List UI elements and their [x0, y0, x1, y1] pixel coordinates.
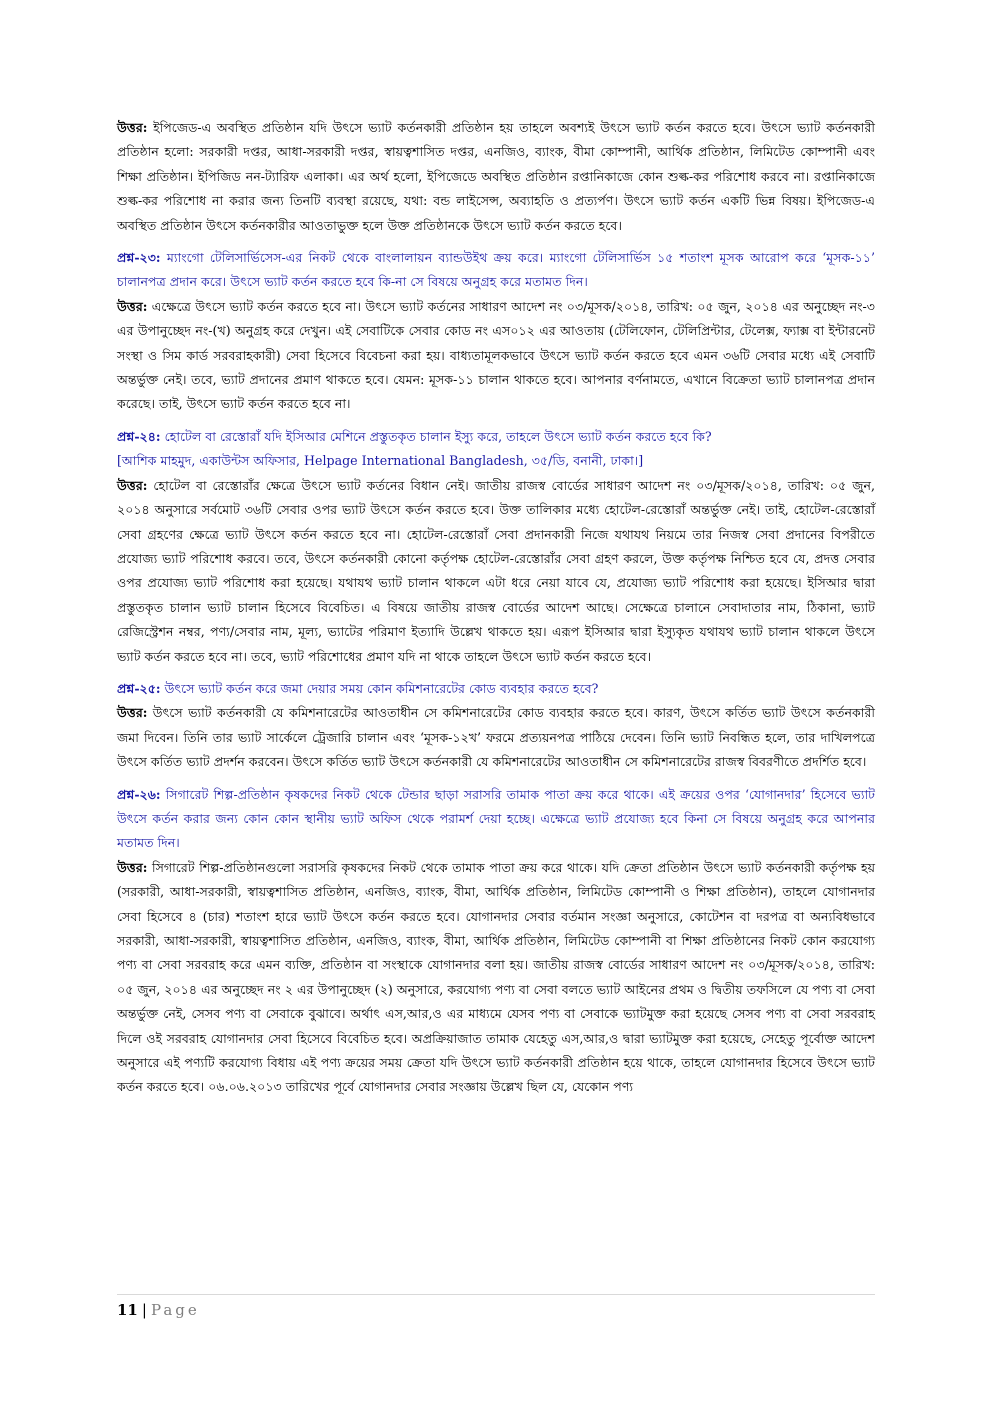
page-number: 11 [117, 1301, 138, 1319]
answer-paragraph [117, 701, 875, 774]
qa-24-block [117, 425, 875, 669]
qa-23-block [117, 246, 875, 417]
answer-label: উত্তর: [117, 705, 148, 721]
question-paragraph [117, 783, 875, 856]
answer-text: ইপিজেড-এ অবস্থিত প্রতিষ্ঠান যদি উৎসে ভ্যাট কর্তনকারী প্রতিষ্ঠান হয় তাহলে অবশ্যই উৎসে ভ্যাট কর্তন করতে হবে। উৎসে ভ্যাট কর্তনকারী প্রতিষ্ঠান হলো: সরকারী দপ্তর, আধা-সরকারী দপ্তর, স্বায়ত্বশাসিত দপ্তর, এনজিও, ব্যাংক, বীমা কোম্পানী, আর্থিক প্রতিষ্ঠান, লিমিটেড কোম্পানী এবং শিক্ষা প্রতিষ্ঠান। ইপিজিড নন-ট্যারিফ এলাকা। এর অর্থ হলো, ইপিজেডে অবস্থিত প্রতিষ্ঠান রপ্তানিকাজে কোন শুল্ক-কর পরিশোধ করবে না। রপ্তানিকাজে শুল্ক-কর পরিশোধ না করার জন্য তিনটি ব্যবস্থা রয়েছে, যথা: বন্ড লাইসেন্স, অব্যাহতি ও প্রত্যর্পণ। উৎসে ভ্যাট কর্তন একটি ভিন্ন বিষয়। ইপিজেড-এ অবস্থিত প্রতিষ্ঠান উৎসে কর্তনকারীর আওতাভুক্ত হলে উক্ত প্রতিষ্ঠানকে উৎসে ভ্যাট কর্তন করতে হবে। [117, 120, 875, 233]
question-label: প্রশ্ন-২৩: [117, 250, 161, 266]
footer-separator: | [141, 1301, 147, 1319]
page-label: Page [150, 1301, 200, 1319]
question-paragraph [117, 677, 875, 701]
question-text: হোটেল বা রেস্তোরাঁ যদি ইসিআর মেশিনে প্রস্তুতকৃত চালান ইস্যু করে, তাহলে উৎসে ভ্যাট কর্তন করতে হবে কি? [164, 428, 712, 444]
answer-paragraph [117, 295, 875, 417]
qa-26-block [117, 783, 875, 1100]
answer-paragraph [117, 474, 875, 669]
question-label: প্রশ্ন-২৪: [117, 428, 161, 444]
answer-22-block [117, 116, 875, 238]
qa-25-block [117, 677, 875, 775]
document-body [117, 116, 875, 1108]
question-label: প্রশ্ন-২৬: [117, 786, 161, 802]
page-footer [117, 1294, 875, 1319]
question-text: সিগারেট শিল্প-প্রতিষ্ঠান কৃষকদের নিকট থেকে টেন্ডার ছাড়া সরাসরি তামাক পাতা ক্রয় করে থাকে। এই ক্রয়ের ওপর ‘যোগানদার’ হিসেবে ভ্যাট উৎসে কর্তন করার জন্য কোন কোন স্থানীয় ভ্যাট অফিস থেকে পরামর্শ দেয়া হচ্ছে। এক্ষেত্রে ভ্যাট প্রযোজ্য হবে কিনা সে বিষয়ে অনুগ্রহ করে আপনার মতামত দিন। [117, 786, 875, 851]
question-text: উৎসে ভ্যাট কর্তন করে জমা দেয়ার সময় কোন কমিশনারেটের কোড ব্যবহার করতে হবে? [164, 680, 599, 696]
answer-label: উত্তর: [117, 298, 148, 314]
answer-paragraph [117, 116, 875, 238]
answer-text: হোটেল বা রেস্তোরাঁর ক্ষেত্রে উৎসে ভ্যাট কর্তনের বিধান নেই। জাতীয় রাজস্ব বোর্ডের সাধারণ আদেশ নং ০৩/মূসক/২০১৪, তারিখ: ০৫ জুন, ২০১৪ অনুসারে সর্বমোট ৩৬টি সেবার ওপর ভ্যাট উৎসে কর্তন করতে হবে। উক্ত তালিকার মধ্যে হোটেল-রেস্তোরাঁ অন্তর্ভুক্ত নেই। তাই, হোটেল-রেস্তোরাঁ সেবা গ্রহণের ক্ষেত্রে ভ্যাট উৎসে কর্তন করতে হবে না। হোটেল-রেস্তোরাঁ সেবা প্রদানকারী নিজে যথাযথ নিয়মে তার নিজস্ব সেবা প্রদানের বিপরীতে প্রযোজ্য ভ্যাট পরিশোধ করবে। তবে, উৎসে কর্তনকারী কোনো কর্তৃপক্ষ হোটেল-রেস্তোরাঁর সেবা গ্রহণ করলে, উক্ত কর্তৃপক্ষ নিশ্চিত হবে যে, প্রদত্ত সেবার ওপর প্রযোজ্য ভ্যাট পরিশোধ করা হয়েছে। যথাযথ ভ্যাট চালান থাকলে এটা ধরে নেয়া যাবে যে, প্রযোজ্য ভ্যাট পরিশোধ করা হয়েছে। ইসিআর দ্বারা প্রস্তুতকৃত চালান ভ্যাট চালান হিসেবে বিবেচিত। এ বিষয়ে জাতীয় রাজস্ব বোর্ডের আদেশ আছে। সেক্ষেত্রে চালানে সেবাদাতার নাম, ঠিকানা, ভ্যাট রেজিস্ট্রেশন নম্বর, পণ্য/সেবার নাম, মূল্য, ভ্যাটের পরিমাণ ইত্যাদি উল্লেখ থাকতে হয়। এরূপ ইসিআর দ্বারা ইস্যুকৃত যথাযথ ভ্যাট চালান থাকলে উৎসে ভ্যাট কর্তন করতে হবে না। তবে, ভ্যাট পরিশোধের প্রমাণ যদি না থাকে তাহলে উৎসে ভ্যাট কর্তন করতে হবে। [117, 477, 875, 664]
answer-label: উত্তর: [117, 859, 148, 875]
question-reference: [আশিক মাহমুদ, একাউন্টস অফিসার, Helpage International Bangladesh, ৩৫/ডি, বনানী, ঢাকা।] [117, 453, 644, 469]
question-paragraph [117, 246, 875, 295]
question-text: ম্যাংগো টেলিসার্ভিসেস-এর নিকট থেকে বাংলালায়ন ব্যান্ডউইথ ক্রয় করে। ম্যাংগো টেলিসার্ভিস ১৫ শতাংশ মূসক আরোপ করে ‘মূসক-১১’ চালানপত্র প্রদান করে। উৎসে ভ্যাট কর্তন করতে হবে কি-না সে বিষয়ে অনুগ্রহ করে মতামত দিন। [117, 250, 875, 290]
answer-paragraph [117, 856, 875, 1100]
question-label: প্রশ্ন-২৫: [117, 680, 161, 696]
answer-text: সিগারেট শিল্প-প্রতিষ্ঠানগুলো সরাসরি কৃষকদের নিকট থেকে তামাক পাতা ক্রয় করে থাকে। যদি ক্রেতা প্রতিষ্ঠান উৎসে ভ্যাট কর্তনকারী কর্তৃপক্ষ হয় (সরকারী, আধা-সরকারী, স্বায়ত্বশাসিত প্রতিষ্ঠান, এনজিও, ব্যাংক, বীমা, আর্থিক প্রতিষ্ঠান, লিমিটেড কোম্পানী ও শিক্ষা প্রতিষ্ঠান), তাহলে যোগানদার সেবা হিসেবে ৪ (চার) শতাংশ হারে ভ্যাট উৎসে কর্তন করতে হবে। যোগানদার সেবার বর্তমান সংজ্ঞা অনুসারে, কোটেশন বা দরপত্র বা অন্যবিধভাবে সরকারী, আধা-সরকারী, স্বায়ত্বশাসিত প্রতিষ্ঠান, এনজিও, ব্যাংক, বীমা, আর্থিক প্রতিষ্ঠান, লিমিটেড কোম্পানী বা শিক্ষা প্রতিষ্ঠানের নিকট কোন করযোগ্য পণ্য বা সেবা সরবরাহ করে এমন ব্যক্তি, প্রতিষ্ঠান বা সংস্থাকে যোগানদার বলা হয়। জাতীয় রাজস্ব বোর্ডের সাধারণ আদেশ নং ০৩/মূসক/২০১৪, তারিখ: ০৫ জুন, ২০১৪ এর অনুচ্ছেদ নং ২ এর উপানুচ্ছেদ (২) অনুসারে, করযোগ্য পণ্য বা সেবা বলতে ভ্যাট আইনের প্রথম ও দ্বিতীয় তফসিলে যে পণ্য বা সেবা অন্তর্ভুক্ত নেই, সেসব পণ্য বা সেবাকে বুঝাবে। অর্থাৎ এস,আর,ও এর মাধ্যমে যেসব পণ্য বা সেবাকে ভ্যাটমুক্ত করা হয়েছে সেসব পণ্য বা সেবা সরবরাহ দিলে ওই সরবরাহ যোগানদার সেবা হিসেবে বিবেচিত হবে। অপ্রক্রিয়াজাত তামাক যেহেতু এস,আর,ও দ্বারা ভ্যাটমুক্ত করা হয়েছে, সেহেতু পূর্বোক্ত আদেশ অনুসারে এই পণ্যটি করযোগ্য বিধায় এই পণ্য ক্রয়ের সময় ক্রেতা যদি উৎসে ভ্যাট কর্তনকারী প্রতিষ্ঠান হয়ে থাকে, তাহলে যোগানদার হিসেবে উৎসে ভ্যাট কর্তন করতে হবে। ০৬.০৬.২০১৩ তারিখের পূর্বে যোগানদার সেবার সংজ্ঞায় উল্লেখ ছিল যে, যেকোন পণ্য [117, 859, 875, 1095]
answer-label: উত্তর: [117, 477, 148, 493]
answer-text: উৎসে ভ্যাট কর্তনকারী যে কমিশনারেটের আওতাধীন সে কমিশনারেটের কোড ব্যবহার করতে হবে। কারণ, উৎসে কর্তিত ভ্যাট উৎসে কর্তনকারী জমা দিবেন। তিনি তার ভ্যাট সার্কেলে ট্রেজারি চালান এবং ‘মূসক-১২খ’ ফরমে প্রত্যয়নপত্র পাঠিয়ে দেবেন। তিনি ভ্যাট নিবন্ধিত হলে, তার দাখিলপত্রে উৎসে কর্তিত ভ্যাট প্রদর্শন করবেন। উৎসে কর্তিত ভ্যাট উৎসে কর্তনকারী যে কমিশনারেটের আওতাধীন সে কমিশনারেটের রাজস্ব বিবরণীতে প্রদর্শিত হবে। [117, 705, 875, 770]
question-paragraph [117, 425, 875, 449]
answer-text: এক্ষেত্রে উৎসে ভ্যাট কর্তন করতে হবে না। উৎসে ভ্যাট কর্তনের সাধারণ আদেশ নং ০৩/মূসক/২০১৪, তারিখ: ০৫ জুন, ২০১৪ এর অনুচ্ছেদ নং-৩ এর উপানুচ্ছেদ নং-(খ) অনুগ্রহ করে দেখুন। এই সেবাটিকে সেবার কোড নং এস০১২ এর আওতায় (টেলিফোন, টেলিপ্রিন্টার, টেলেক্স, ফ্যাক্স বা ইন্টারনেট সংস্থা ও সিম কার্ড সরবরাহকারী) সেবা হিসেবে বিবেচনা করা হয়। বাধ্যতামূলকভাবে উৎসে ভ্যাট কর্তন করতে হবে এমন ৩৬টি সেবার মধ্যে এই সেবাটি অন্তর্ভুক্ত নেই। তবে, ভ্যাট প্রদানের প্রমাণ থাকতে হবে। যেমন: মূসক-১১ চালান থাকতে হবে। আপনার বর্ণনামতে, এখানে বিক্রেতা ভ্যাট চালানপত্র প্রদান করেছে। তাই, উৎসে ভ্যাট কর্তন করতে হবে না। [117, 298, 875, 412]
answer-label: উত্তর: [117, 120, 148, 135]
